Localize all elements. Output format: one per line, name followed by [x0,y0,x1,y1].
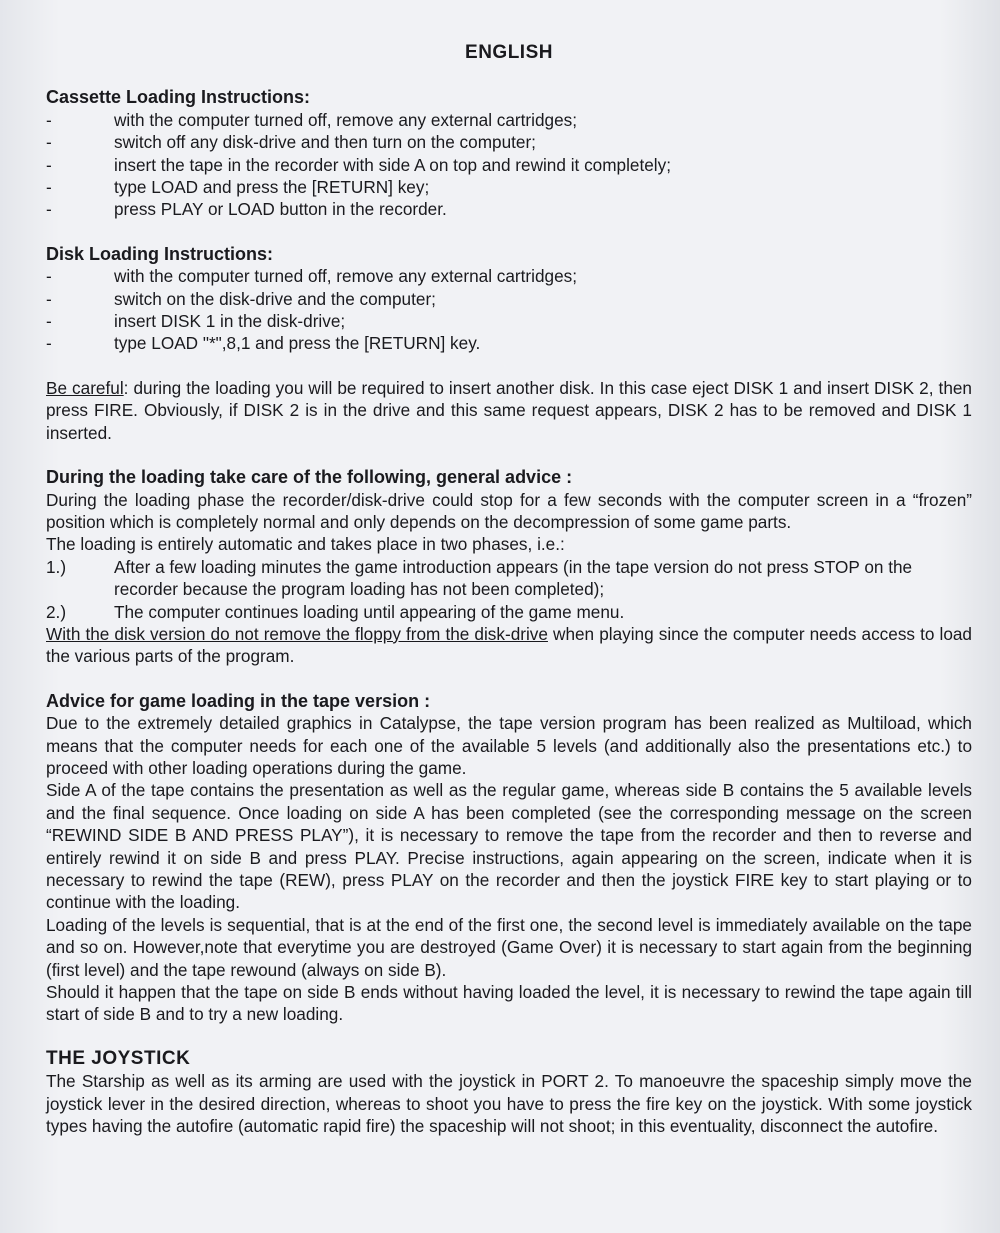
joystick-section [46,1048,972,1138]
disk-version-note [46,623,972,668]
list-marker: - [46,132,52,153]
cassette-step-2: switch off any disk-drive and then turn on the computer; [114,132,536,153]
list-item [46,601,972,623]
disk-step-2: switch on the disk-drive and the computer; [114,288,436,309]
manual-content [46,40,972,1159]
list-item [46,288,972,310]
cassette-step-4: type LOAD and press the [RETURN] key; [114,177,430,198]
careful-text: : during the loading you will be required to insert another disk. In this case eject DISK 1 and insert DISK 2, then press FIRE. Obviously, if DISK 2 is in the drive and this same request appears, DISK 2 has to be removed and DISK 1 inserted. [46,377,972,443]
tape-advice-paragraph: Loading of the levels is sequential, that is at the end of the first one, the second level is immediately available on the tape and so on. However,note that everytime you are destroyed (Game Over) it is necessary to start again from the beginning (first level) and the tape rewound (always on side B). [46,914,972,980]
list-item [46,109,972,131]
careful-section [46,377,972,444]
cassette-step-1: with the computer turned off, remove any external cartridges; [114,109,578,130]
disk-section [46,243,972,355]
list-marker: - [46,266,52,287]
list-marker: - [46,311,52,332]
joystick-heading: THE JOYSTICK [46,1047,191,1069]
phase-2-text: The computer continues loading until appearing of the game menu. [114,601,625,622]
list-marker: 2.) [46,601,67,622]
list-marker: 1.) [46,556,67,577]
general-advice-heading: During the loading take care of the following, general advice : [46,467,573,488]
tape-advice-paragraph: Should it happen that the tape on side B ends without having loaded the level, it is necessary to rewind the tape again till start of side B and to try a new loading. [46,982,972,1025]
list-marker: - [46,288,52,309]
careful-paragraph [46,377,972,444]
list-item [46,332,972,354]
list-item [46,198,972,220]
list-item [46,176,972,198]
cassette-heading: Cassette Loading Instructions: [46,87,311,108]
list-item [46,154,972,176]
list-marker: - [46,109,52,130]
disk-step-3: insert DISK 1 in the disk-drive; [114,311,346,332]
cassette-step-5: press PLAY or LOAD button in the recorder. [114,199,447,220]
page-title: ENGLISH [465,42,553,63]
general-advice-section [46,466,972,668]
list-item [46,556,972,601]
cassette-step-3: insert the tape in the recorder with side A on top and rewind it completely; [114,154,671,175]
joystick-text: The Starship as well as its arming are used with the joystick in PORT 2. To manoeuvre the spaceship simply move the joystick lever in the desired direction, whereas to shoot you have to press the fire key on the joystick. With some joystick types having the autofire (automatic rapid fire) the spaceship will not shoot; in this eventuality, disconnect the autofire. [46,1071,972,1137]
tape-advice-section [46,690,972,1026]
phase-1-text: After a few loading minutes the game introduction appears (in the tape version do not press STOP on the recorder because the program loading has not been completed); [114,556,913,600]
cassette-section [46,86,972,220]
disk-step-4: type LOAD "*",8,1 and press the [RETURN] key. [114,333,481,354]
list-item [46,310,972,332]
tape-advice-paragraph: Side A of the tape contains the presentation as well as the regular game, whereas side B contains the 5 available levels and the final sequence. Once loading on side A has been completed (see the corresponding message on the screen “REWIND SIDE B AND PRESS PLAY”), it is necessary to remove the tape from the recorder and then to reverse and entirely rewind it on side B and press PLAY. Precise instructions, again appearing on the screen, indicate when it is necessary to rewind the tape (REW), press PLAY on the recorder and then the joystick FIRE key to start playing or to continue with the loading. [46,780,972,913]
list-item [46,265,972,287]
disk-step-1: with the computer turned off, remove any external cartridges; [114,266,578,287]
disk-version-note-underlined: With the disk version do not remove the floppy from the disk-drive [46,623,548,644]
list-marker: - [46,154,52,175]
general-advice-phases-intro: The loading is entirely automatic and takes place in two phases, i.e.: [46,534,565,555]
list-marker: - [46,333,52,354]
tape-advice-heading: Advice for game loading in the tape version : [46,690,431,711]
disk-heading: Disk Loading Instructions: [46,243,274,264]
tape-advice-paragraph: Due to the extremely detailed graphics in Catalypse, the tape version program has been realized as Multiload, which means that the computer needs for each one of the available 5 levels (and additionally also the presentations etc.) to proceed with other loading operations during the game. [46,713,972,778]
list-marker: - [46,177,52,198]
list-marker: - [46,199,52,220]
disk-version-note-rest: when playing since the computer needs access to load the various parts of the program. [46,623,972,667]
careful-label: Be careful [46,377,124,398]
general-advice-intro: During the loading phase the recorder/disk-drive could stop for a few seconds with the computer screen in a “frozen” position which is completely normal and only depends on the decompression of some game parts. [46,489,972,532]
list-item [46,131,972,153]
